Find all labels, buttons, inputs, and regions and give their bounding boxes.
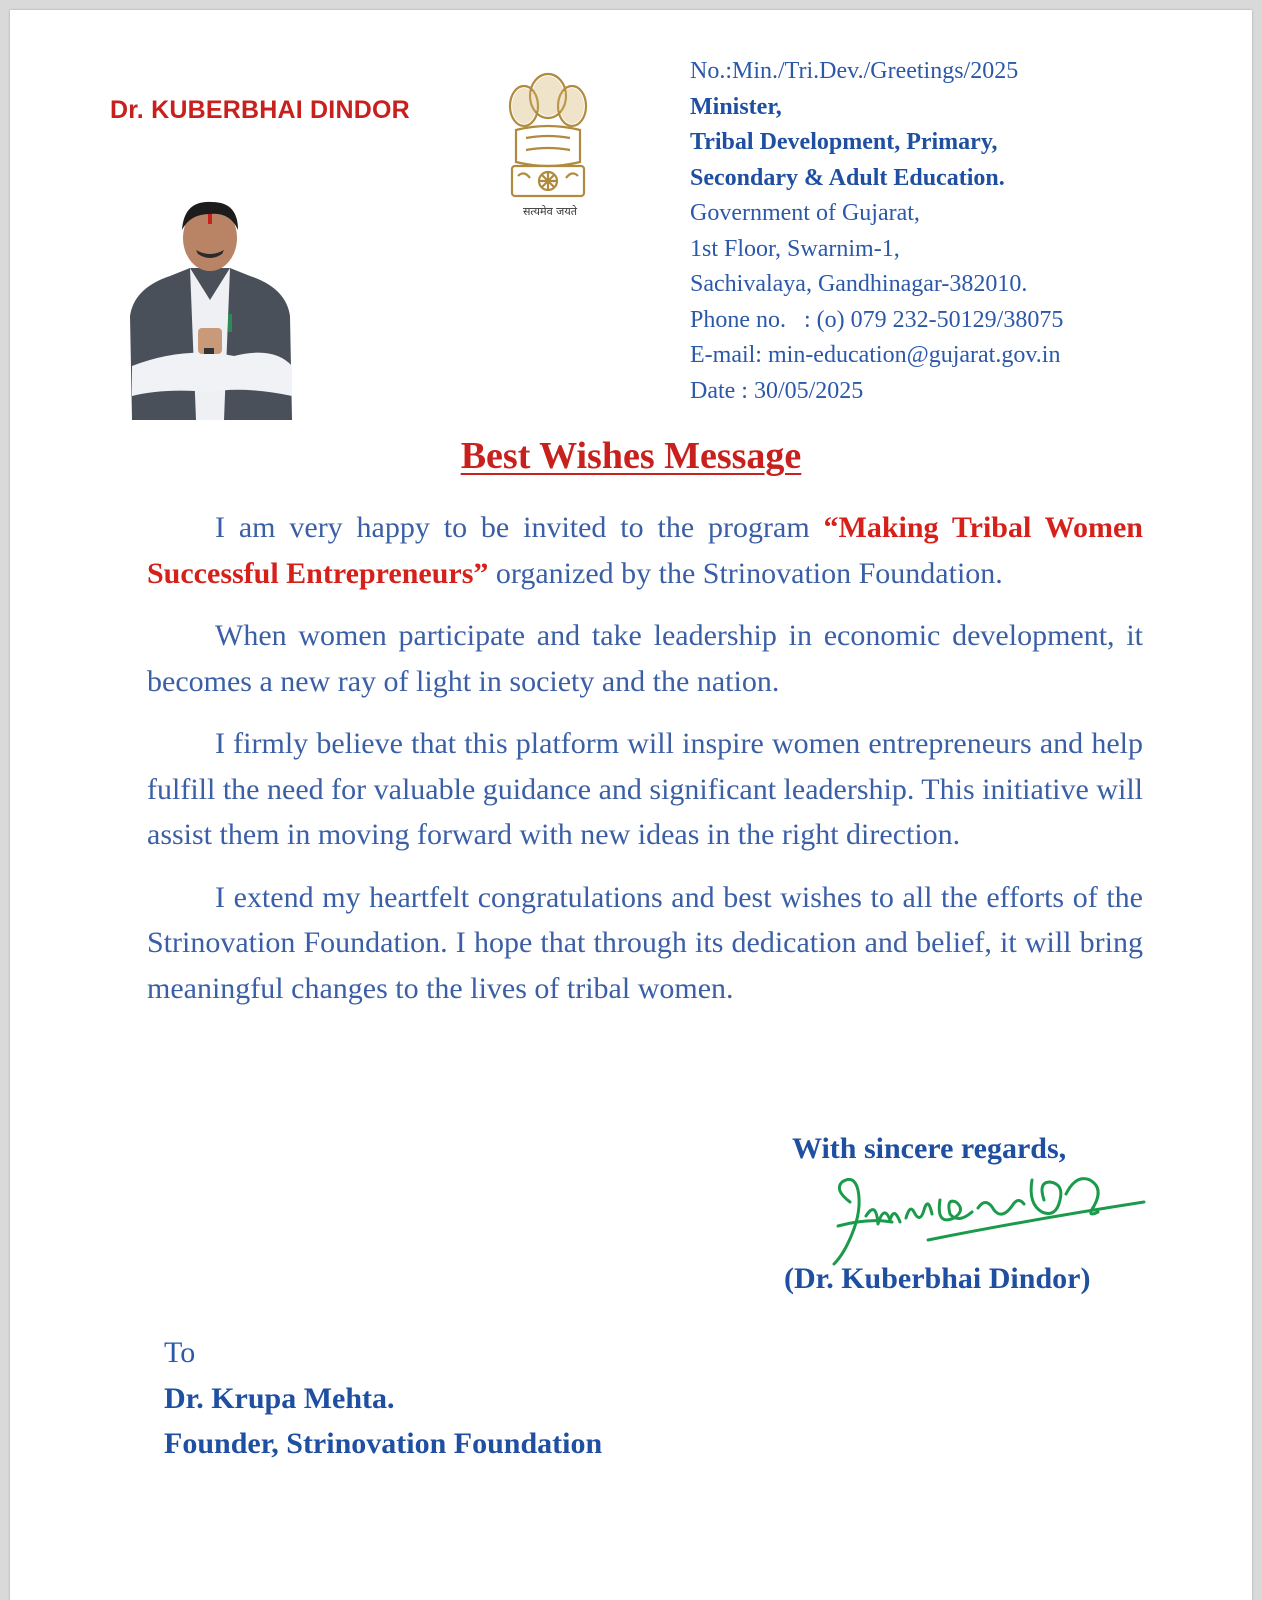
sender-address-block xyxy=(690,54,1210,409)
minister-photo xyxy=(124,196,296,420)
address-floor: 1st Floor, Swarnim-1, xyxy=(690,235,900,262)
address-city: Sachivalaya, Gandhinagar-382010. xyxy=(690,271,1028,297)
minister-name-heading: Dr. KUBERBHAI DINDOR xyxy=(110,96,410,124)
recipient-role: Founder, Strinovation Foundation xyxy=(164,1427,603,1460)
handwritten-signature xyxy=(828,1160,1148,1270)
paragraph-4: I extend my heartfelt congratulations and best wishes to all the efforts of the Strinovation Foundation. I hope that through its dedication and belief, it will bring meaningful changes to the lives of tribal women. xyxy=(147,880,1143,1005)
paragraph-3: I firmly believe that this platform will inspire women entrepreneurs and help fulfill the need for valuable guidance and significant leadership. This initiative will assist them in moving forward with new ideas in the right direction. xyxy=(147,727,1143,851)
program-name-highlight: “Making Tribal Women Successful Entrepreneurs” xyxy=(147,511,1143,590)
reference-number: No.:Min./Tri.Dev./Greetings/2025 xyxy=(690,58,1019,84)
signer-name: (Dr. Kuberbhai Dindor) xyxy=(784,1262,1091,1295)
letter-body xyxy=(147,505,1143,1028)
recipient-to-label: To xyxy=(164,1336,196,1369)
paragraph-1-intro: I am very happy to be invited to the program xyxy=(215,511,824,544)
paragraph-1-outro: organized by the Strinovation Foundation. xyxy=(488,556,1003,590)
letter-title-wrapper xyxy=(0,434,1262,478)
national-emblem-icon xyxy=(500,66,596,218)
designation-line-2: Tribal Development, Primary, xyxy=(690,129,998,155)
paragraph-1 xyxy=(147,505,1143,596)
recipient-name: Dr. Krupa Mehta. xyxy=(164,1381,395,1415)
recipient-block xyxy=(164,1330,602,1467)
letter-date: Date : 30/05/2025 xyxy=(690,377,864,404)
letter-title: Best Wishes Message xyxy=(460,435,802,477)
closing-regards: With sincere regards, xyxy=(792,1132,1067,1165)
designation-line-3: Secondary & Adult Education. xyxy=(690,164,1005,191)
paragraph-2: When women participate and take leadership in economic development, it becomes a new ray of light in society and the nation. xyxy=(147,619,1143,698)
emblem-motto: सत्यमेव जयते xyxy=(522,205,577,218)
address-government: Government of Gujarat, xyxy=(690,200,920,226)
designation-line-1: Minister, xyxy=(690,93,782,120)
email-address: E-mail: min-education@gujarat.gov.in xyxy=(690,342,1061,368)
phone-number: Phone no. : (o) 079 232-50129/38075 xyxy=(690,306,1064,333)
